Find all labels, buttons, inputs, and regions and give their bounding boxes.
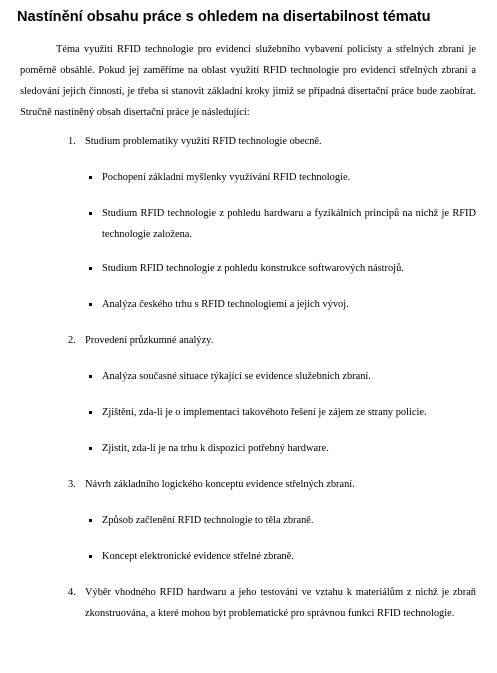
bullet-marker <box>89 375 92 378</box>
numbered-item-marker: 3. <box>68 479 76 490</box>
numbered-item-marker: 4. <box>68 587 76 598</box>
bullet-item <box>89 402 476 423</box>
bullet-item <box>89 258 476 279</box>
bullet-marker <box>89 447 92 450</box>
bullet-marker <box>89 411 92 414</box>
numbered-item-1 <box>68 131 476 152</box>
intro-paragraph: Téma využití RFID technologie pro evidenci služebního vybavení policisty a střelných zbraní je poměrně obsáhlé. Pokud jej zaměříme na oblast využití RFID technologie pro evidenci střelných zbraní a sledování jejich činností, je třeba si stanovit základní kroky jimiž se případná disertační práce bude zaobírat. Stručně nastíněný obsah disertační práce je následující: <box>20 44 476 118</box>
bullet-item-text: Analýza českého trhu s RFID technologiemi a jejich vývoj. <box>102 299 349 310</box>
numbered-item-text: Výběr vhodného RFID hardwaru a jeho testování ve vztahu k materiálům z nichž je zbraň zkonstruována, a které mohou být problematické pro správnou funkci RFID technologie. <box>85 587 476 619</box>
bullet-marker <box>89 176 92 179</box>
bullet-item-text: Způsob začlenění RFID technologie to těla zbraně. <box>102 515 314 526</box>
bullet-item-text: Analýza současné situace týkající se evidence služebních zbraní. <box>102 371 371 382</box>
numbered-item-text: Provedení průzkumné analýzy. <box>85 335 214 346</box>
bullet-item <box>89 366 476 387</box>
bullet-marker <box>89 303 92 306</box>
numbered-item-marker: 2. <box>68 335 76 346</box>
bullet-marker <box>89 555 92 558</box>
bullet-item-text: Studium RFID technologie z pohledu hardwaru a fyzikálních principů na nichž je RFID technologie založena. <box>102 208 476 240</box>
document-heading: Nastínění obsahu práce s ohledem na disertabilnost tématu <box>17 9 431 25</box>
bullet-marker <box>89 212 92 215</box>
numbered-item-2 <box>68 330 476 351</box>
bullet-item-text: Pochopení základní myšlenky využívání RFID technologie. <box>102 172 351 183</box>
bullet-item-text: Studium RFID technologie z pohledu konstrukce softwarových nástrojů. <box>102 263 404 274</box>
numbered-item-marker: 1. <box>68 136 76 147</box>
bullet-item-text: Zjištění, zda-li je o implementaci takovéhoto řešení je zájem ze strany policie. <box>102 407 427 418</box>
numbered-item-text: Návrh základního logického konceptu evidence střelných zbraní. <box>85 479 355 490</box>
bullet-item <box>89 510 476 531</box>
numbered-item-3 <box>68 474 476 495</box>
numbered-item-text: Studium problematiky využití RFID technologie obecně. <box>85 136 322 147</box>
numbered-item-4 <box>68 582 476 624</box>
bullet-item <box>89 167 476 188</box>
bullet-item-text: Zjistit, zda-li je na trhu k dispozici potřebný hardware. <box>102 443 329 454</box>
bullet-item <box>89 546 476 567</box>
bullet-item <box>89 438 476 459</box>
bullet-item-text: Koncept elektronické evidence střelné zbraně. <box>102 551 294 562</box>
bullet-marker <box>89 519 92 522</box>
bullet-marker <box>89 267 92 270</box>
bullet-item <box>89 203 476 245</box>
bullet-item <box>89 294 476 315</box>
